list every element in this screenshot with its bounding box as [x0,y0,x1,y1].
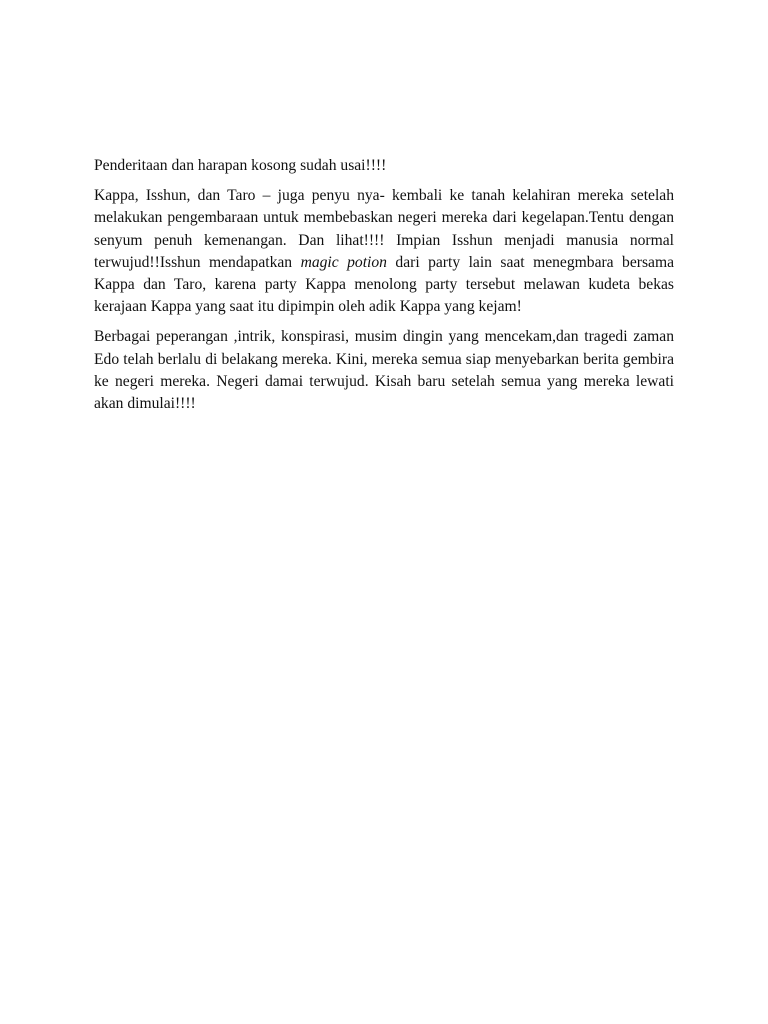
paragraph-2-text-end: dari party lain saat menegmbara bersama Kappa dan Taro, karena party Kappa menolong party tersebut melawan kudeta bekas kerajaan Kappa yang saat itu dipimpin oleh adik Kappa yang kejam! [94,253,674,316]
paragraph-2-text-start: Kappa, Isshun, dan Taro – juga penyu nya- kembali ke tanah kelahiran mereka setelah melakukan pengembaraan untuk membebaskan negeri mereka dari kegelapan.Tentu dengan senyum penuh kemenangan. Dan lihat!!!! Impian Isshun menjadi manusia normal terwujud!!Isshun mendapatkan [94,187,674,271]
paragraph-3: Berbagai peperangan ,intrik, konspirasi, musim dingin yang mencekam,dan tragedi zaman Edo telah berlalu di belakang mereka. Kini, mereka semua siap menyebarkan berita gembira ke negeri mereka. Negeri damai terwujud. Kisah baru setelah semua yang mereka lewati akan dimulai!!!! [94,328,674,413]
paragraph-2 [94,185,674,318]
document-body [94,155,674,423]
paragraph-1: Penderitaan dan harapan kosong sudah usai!!!! [94,157,387,174]
paragraph-2-italic-term: magic potion [300,253,387,271]
